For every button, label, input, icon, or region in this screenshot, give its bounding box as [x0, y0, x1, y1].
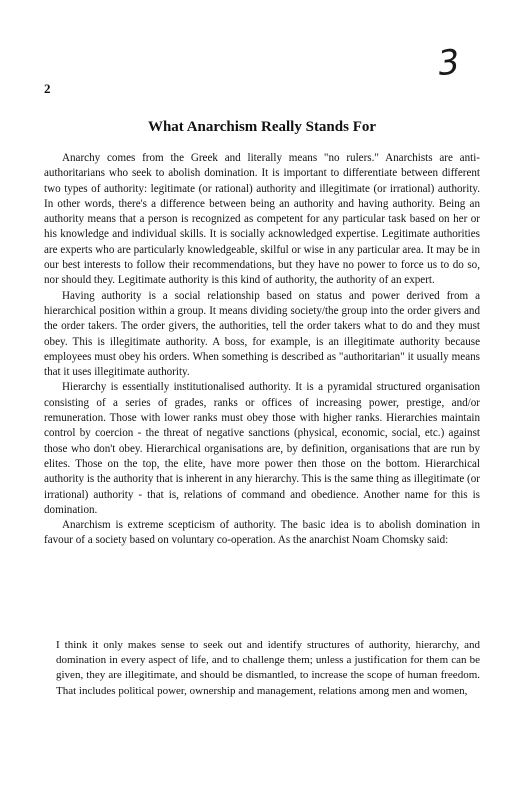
quote-text: I think it only makes sense to seek out and identify structures of authority, hierarchy, and domination in every aspect of life, and to challenge them; unless a justification for them can be given, they are illegitimate, and should be dismantled, to increase the scope of human freedom. That includes political power, ownership and management, relations among men and women, [56, 639, 480, 697]
page-number: 2 [44, 81, 51, 96]
paragraph-hierarchy: Hierarchy is essentially institutionalised authority. It is a pyramidal structured organisation consisting of a series of grades, ranks or offices of increasing power, prestige, and/or remuneration. Those with lower ranks must obey those with higher ranks. Hierarchies maintain control by coercion - the threat of negative sanctions (physical, economic, social, etc.) against those who don't obey. Hierarchical organisations are, by definition, organisations that are run by elites. Those on the top, the elite, have more power then those on the bottom. Hierarchical authority is the authority that is inherent in any hierarchy. This is the same thing as illegitimate (or irrational) authority - that is, relations of command and obedience. Another name for this is domination. [44, 381, 480, 516]
page-title: What Anarchism Really Stands For [147, 119, 377, 135]
paragraph-anarchy-definition: Anarchy comes from the Greek and literally means "no rulers." Anarchists are anti-authoritarians who seek to abolish domination. It is important to differentiate between different two types of authority: legitimate (or rational) authority and illegitimate (or irrational) authority. In other words, there's a difference between being an authority and having authority. Being an authority means that a person is recognized as competent for any particular task based on her or his knowledge and individual skills. It is socially acknowledged expertise. Legitimate authorities are experts who are particularly knowledgeable, skilful or wise in any particular area. It may be in our best interests to follow their recommendations, but they have no power to force us to do so, nor should they. Legitimate authority is this kind of authority, the authority of an expert. [44, 152, 480, 287]
body-text [44, 151, 480, 549]
paragraph-anarchism-scepticism: Anarchism is extreme scepticism of authority. The basic idea is to abolish domination in favour of a society based on voluntary co-operation. As the anarchist Noam Chomsky said: [44, 519, 480, 547]
chomsky-quote [56, 638, 480, 699]
paragraph-having-authority: Having authority is a social relationship based on status and power derived from a hierarchical position within a group. It means dividing society/the group into the order givers and the order takers. The order givers, the authorities, tell the order takers what to do and they must obey. This is illegitimate authority. A boss, for example, is an illegitimate authority because employees must obey his orders. When something is described as "authoritarian" it usually means that it uses illegitimate authority. [44, 289, 480, 379]
handwritten-page-number: 3 [435, 41, 462, 85]
